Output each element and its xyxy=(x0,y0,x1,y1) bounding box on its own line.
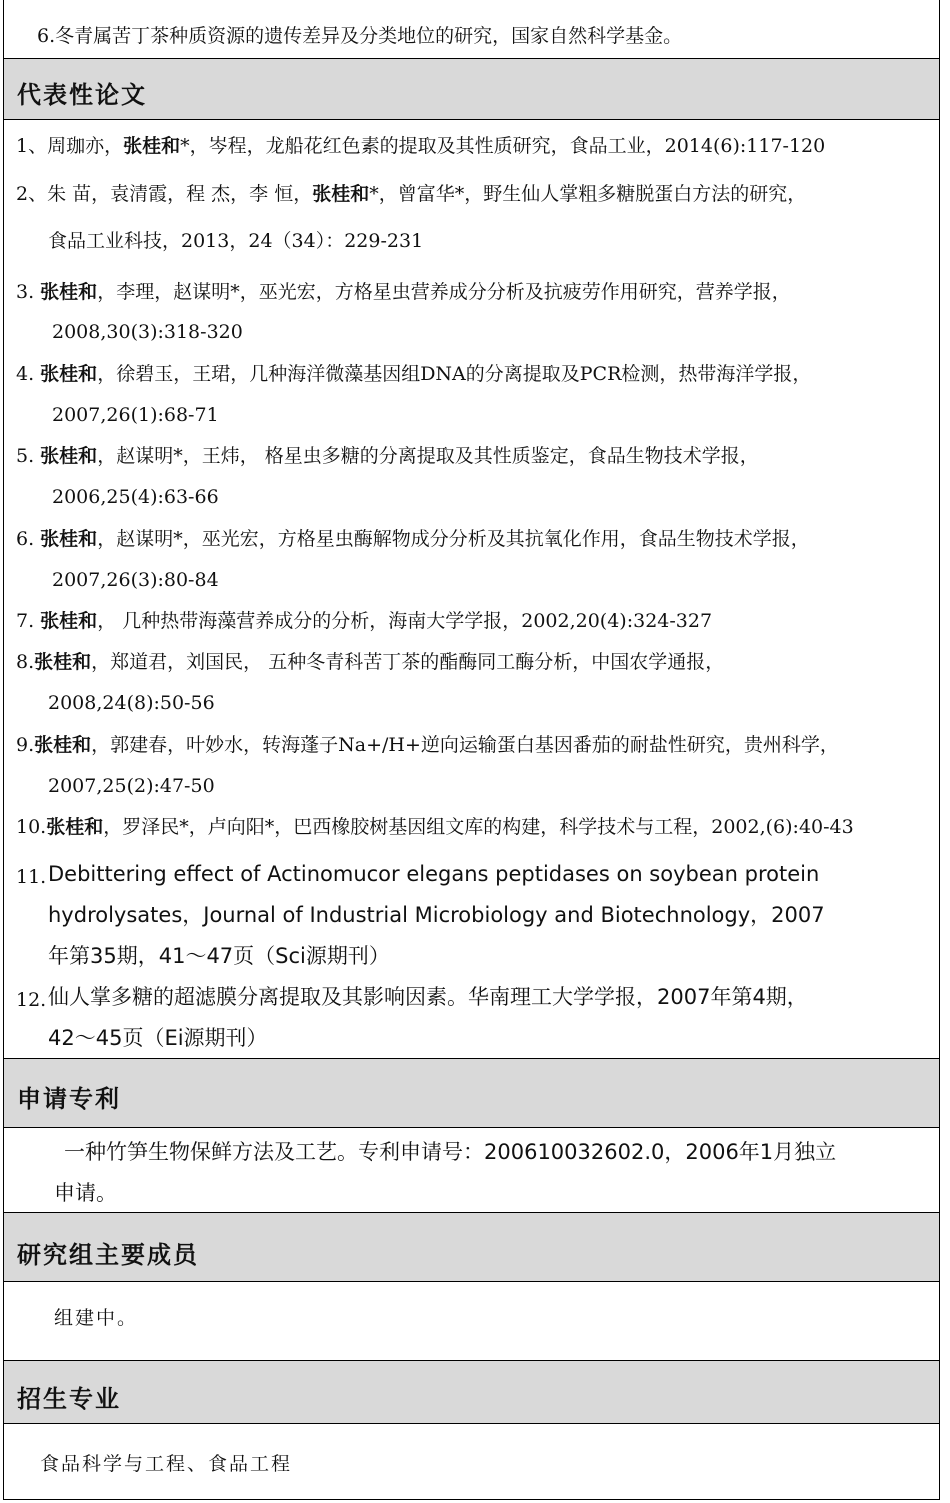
paper-item-number: 12. xyxy=(16,989,47,1011)
paper-item: 3. 张桂和，李理，赵谋明*，巫光宏，方格星虫营养成分分析及抗疲劳作用研究，营养学报， xyxy=(16,281,791,303)
paper-item-line: 42～45页（Ei源期刊） xyxy=(48,1026,268,1050)
paper-item: 5. 张桂和，赵谋明*，王炜， 格星虫多糖的分离提取及其性质鉴定，食品生物技术学报， xyxy=(16,445,759,467)
paper-item: 7. 张桂和， 几种热带海藻营养成分的分析，海南大学学报，2002,20(4):324-327 xyxy=(16,610,713,632)
paper-item-line: 仙人掌多糖的超滤膜分离提取及其影响因素。华南理工大学学报，2007年第4期， xyxy=(48,985,808,1009)
paper-item: 2、朱 苗，袁清霞，程 杰，李 恒，张桂和*，曾富华*，野生仙人掌粗多糖脱蛋白方法的研究， xyxy=(16,183,807,205)
paper-item-continuation: 2007,25(2):47-50 xyxy=(48,775,215,797)
paper-item-continuation: 2007,26(3):80-84 xyxy=(52,569,219,591)
paper-item-english-line: 年第35期，41～47页（Sci源期刊） xyxy=(48,944,390,968)
paper-item-continuation: 2006,25(4):63-66 xyxy=(52,486,219,508)
paper-item-continuation: 2008,24(8):50-56 xyxy=(48,692,215,714)
paper-item-number: 11. xyxy=(16,866,47,888)
paper-item: 9.张桂和，郭建春，叶妙水，转海蓬子Na+/H+逆向运输蛋白基因番茄的耐盐性研究，贵州科学， xyxy=(16,734,839,756)
paper-item-english-line: Debittering effect of Actinomucor elegans peptidases on soybean protein xyxy=(48,862,820,886)
paper-item-english-line: hydrolysates，Journal of Industrial Microbiology and Biotechnology，2007 xyxy=(48,903,825,927)
section-heading-papers xyxy=(4,58,939,120)
papers-heading-text: 代表性论文 xyxy=(17,80,147,109)
paper-item-continuation: 2008,30(3):318-320 xyxy=(52,321,243,343)
profile-document xyxy=(3,0,940,1500)
section-heading-patents xyxy=(4,1058,939,1128)
paper-item: 1、周珈亦，张桂和*，岑程，龙船花红色素的提取及其性质研究，食品工业，2014(6):117-120 xyxy=(16,135,826,157)
section-heading-members xyxy=(4,1212,939,1282)
paper-item: 10.张桂和，罗泽民*，卢向阳*，巴西橡胶树基因组文库的构建，科学技术与工程，2002,(6):40-43 xyxy=(16,816,854,838)
patent-line: 一种竹笋生物保鲜方法及工艺。专利申请号：200610032602.0，2006年1月独立 xyxy=(64,1140,837,1164)
paper-item-continuation: 食品工业科技，2013，24（34）：229-231 xyxy=(48,230,424,252)
paper-item-continuation: 2007,26(1):68-71 xyxy=(52,404,219,426)
section-heading-majors xyxy=(4,1360,939,1424)
paper-item: 8.张桂和，郑道君，刘国民， 五种冬青科苦丁茶的酯酶同工酶分析，中国农学通报， xyxy=(16,651,725,673)
members-text: 组建中。 xyxy=(54,1307,139,1329)
paper-item: 6. 张桂和，赵谋明*，巫光宏，方格星虫酶解物成分分析及其抗氧化作用，食品生物技术学报， xyxy=(16,528,810,550)
patents-heading-text: 申请专利 xyxy=(17,1084,121,1113)
patent-line: 申请。 xyxy=(54,1181,117,1205)
paper-item: 4. 张桂和，徐碧玉，王珺，几种海洋微藻基因组DNA的分离提取及PCR检测，热带海洋学报， xyxy=(16,363,812,385)
project-item-6: 6.冬青属苦丁茶种质资源的遗传差异及分类地位的研究，国家自然科学基金。 xyxy=(37,25,683,47)
majors-heading-text: 招生专业 xyxy=(17,1384,121,1413)
majors-text: 食品科学与工程、食品工程 xyxy=(40,1453,293,1475)
members-heading-text: 研究组主要成员 xyxy=(17,1240,199,1269)
